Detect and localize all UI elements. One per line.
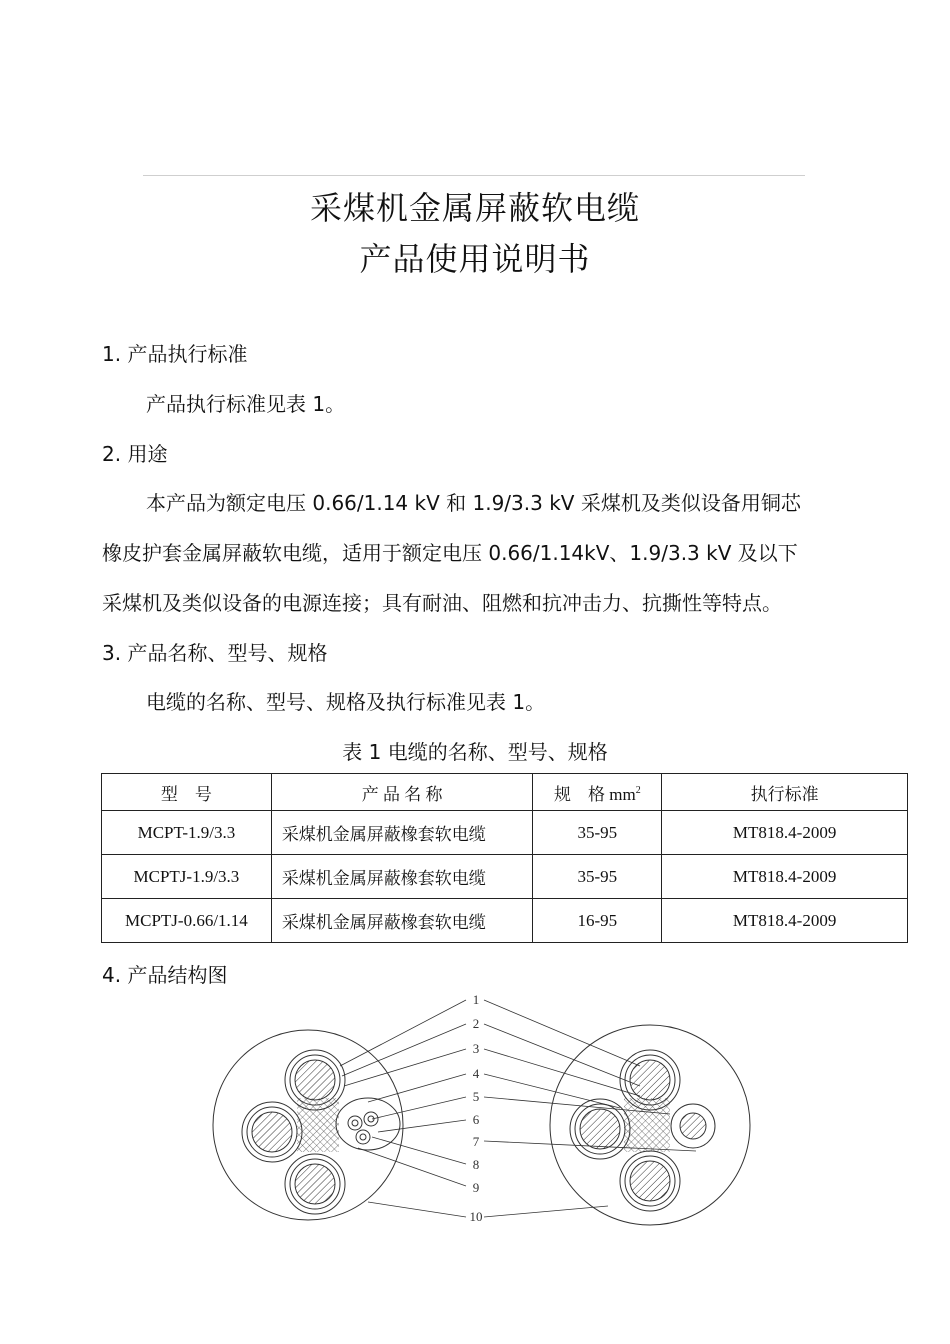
section-1-text: 产品执行标准见表 1。 [146, 392, 346, 416]
table-row [102, 811, 908, 855]
spec-table [101, 773, 908, 943]
callout-2: 2 [472, 1016, 480, 1031]
col-header-model: 型 号 [102, 774, 272, 811]
section-2-line-3: 采煤机及类似设备的电源连接；具有耐油、阻燃和抗冲击力、抗撕性等特点。 [102, 591, 782, 615]
table-row [102, 899, 908, 943]
cell-spec: 35-95 [533, 811, 662, 855]
cell-spec: 16-95 [533, 899, 662, 943]
right-cable-section [550, 1025, 750, 1225]
section-4-heading: 4. 产品结构图 [102, 963, 228, 987]
cell-name: 采煤机金属屏蔽橡套软电缆 [271, 855, 533, 899]
cell-name: 采煤机金属屏蔽橡套软电缆 [271, 899, 533, 943]
col-header-spec-label: 规 格 mm [553, 784, 636, 804]
col-header-name: 产 品 名 称 [271, 774, 533, 811]
callout-6: 6 [472, 1112, 480, 1127]
cable-structure-diagram [200, 986, 760, 1236]
callout-3: 3 [472, 1041, 480, 1056]
section-2-heading: 2. 用途 [102, 442, 168, 466]
cell-model: MCPT-1.9/3.3 [102, 811, 272, 855]
cell-name: 采煤机金属屏蔽橡套软电缆 [271, 811, 533, 855]
document-title: 采煤机金属屏蔽软电缆 [309, 189, 640, 227]
callout-7: 7 [472, 1134, 480, 1149]
left-cable-section [213, 1030, 403, 1220]
table-caption: 表 1 电缆的名称、型号、规格 [342, 740, 608, 764]
callout-5: 5 [472, 1089, 480, 1104]
cell-model: MCPTJ-0.66/1.14 [102, 899, 272, 943]
section-1-heading: 1. 产品执行标准 [102, 342, 248, 366]
document-subtitle: 产品使用说明书 [359, 240, 591, 278]
section-2-line-2: 橡皮护套金属屏蔽软电缆，适用于额定电压 0.66/1.14kV、1.9/3.3 kV 及以下 [102, 541, 798, 565]
callout-8: 8 [472, 1157, 480, 1172]
cell-standard: MT818.4-2009 [662, 855, 908, 899]
section-3-text: 电缆的名称、型号、规格及执行标准见表 1。 [146, 690, 546, 714]
callout-10: 10 [469, 1209, 483, 1224]
cell-standard: MT818.4-2009 [662, 899, 908, 943]
col-header-spec [533, 774, 662, 811]
cell-standard: MT818.4-2009 [662, 811, 908, 855]
callout-9: 9 [472, 1180, 480, 1195]
table-header-row [102, 774, 908, 811]
col-header-standard: 执行标准 [662, 774, 908, 811]
unit-superscript: 2 [635, 784, 641, 796]
callout-1: 1 [472, 992, 480, 1007]
callout-4: 4 [472, 1066, 480, 1081]
table-row [102, 855, 908, 899]
section-2-line-1: 本产品为额定电压 0.66/1.14 kV 和 1.9/3.3 kV 采煤机及类似设备用铜芯 [146, 491, 801, 515]
cell-model: MCPTJ-1.9/3.3 [102, 855, 272, 899]
header-rule [143, 175, 805, 176]
cell-spec: 35-95 [533, 855, 662, 899]
section-3-heading: 3. 产品名称、型号、规格 [102, 641, 328, 665]
